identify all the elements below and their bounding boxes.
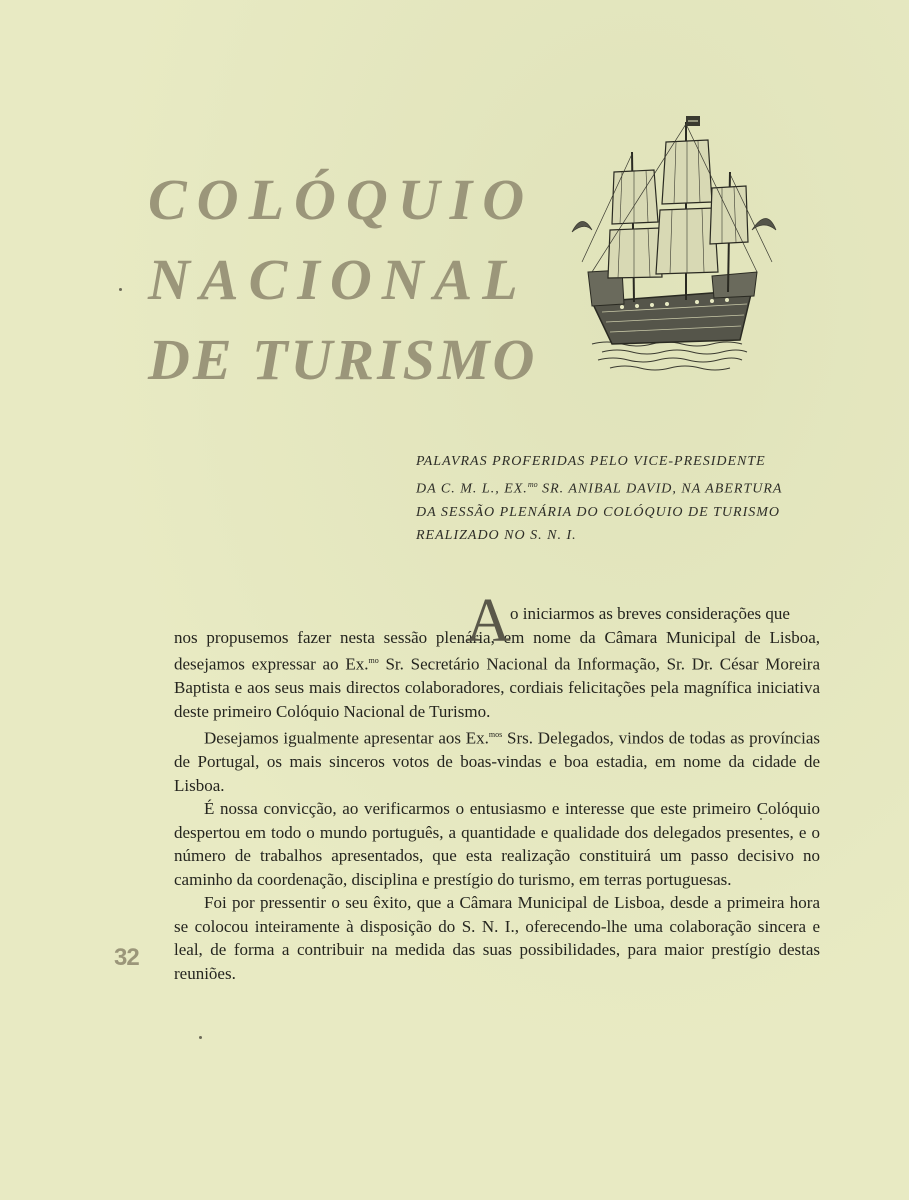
title-line-2: NACIONAL (148, 247, 528, 312)
paragraph-1-sup: mo (368, 656, 379, 665)
paragraph-1-first-line: o iniciarmos as breves considerações que (510, 604, 790, 623)
title-line-1: COLÓQUIO (148, 167, 535, 232)
paper-speck (199, 1036, 202, 1039)
subtitle-line-2-sup: mo (527, 480, 538, 489)
paragraph-4: Foi por pressentir o seu êxito, que a Câmara Municipal de Lisboa, desde a primeira hora se colocou inteiramente à disposição do S. N. I., oferecendo-lhe uma colaboração sincera e leal, de forma a contribuir na medida das suas possibilidades, para maior prestígio destas reuniões. (174, 893, 820, 983)
article-body (174, 587, 821, 985)
paragraph-2 (174, 723, 820, 797)
subtitle-line-2-post: SR. ANIBAL DAVID, NA ABERTURA (537, 481, 783, 497)
paragraph-2-text-a: Desejamos igualmente apresentar aos Ex. (204, 728, 489, 748)
subtitle-line-1: PALAVRAS PROFERIDAS PELO VICE-PRESIDENTE (416, 454, 766, 469)
paper-speck (119, 288, 122, 291)
paragraph-2-sup: mos (488, 730, 503, 740)
subtitle-line-2 (416, 473, 836, 501)
subtitle-line-4: REALIZADO NO S. N. I. (416, 527, 577, 543)
page-title (148, 160, 568, 400)
paragraph-2-text-b: Srs. Delegados, vindos de todas as províncias de Portugal, os mais sinceros votos de boas-vindas e boa estadia, em nome da cidade de Lisboa. (174, 728, 820, 795)
paragraph-1-text-a: nos propusemos fazer nesta sessão plenária, em nome da Câmara Municipal de Lisboa, desejamos expressar ao Ex. (174, 627, 820, 674)
paragraph-1 (174, 587, 821, 723)
page-number: 32 (114, 944, 139, 971)
subtitle-line-3: DA SESSÃO PLENÁRIA DO COLÓQUIO DE TURISMO (416, 504, 781, 520)
caravel-ship-icon (562, 112, 782, 382)
subtitle-line-2-pre: DA C. M. L., EX. (416, 481, 528, 497)
paragraph-1-text-b: Sr. Secretário Nacional da Informação, Sr. Dr. César Moreira Baptista e aos seus mais directos colaboradores, cordiais felicitações pela magnífica iniciativa deste primeiro Colóquio Nacional de Turismo. (174, 654, 821, 721)
paragraph-3: É nossa convicção, ao verificarmos o entusiasmo e interesse que este primeiro Colóquio despertou em todo o mundo português, a quantidade e qualidade dos delegados presentes, e o número de trabalhos apresentados, que esta realização constituirá um passo decisivo no caminho da coordenação, disciplina e prestígio do turismo, em terras portuguesas. (174, 799, 820, 889)
paper-speck (760, 818, 762, 820)
title-line-3: DE TURISMO (148, 327, 538, 392)
subtitle (416, 450, 836, 547)
drop-cap: A (466, 587, 511, 655)
